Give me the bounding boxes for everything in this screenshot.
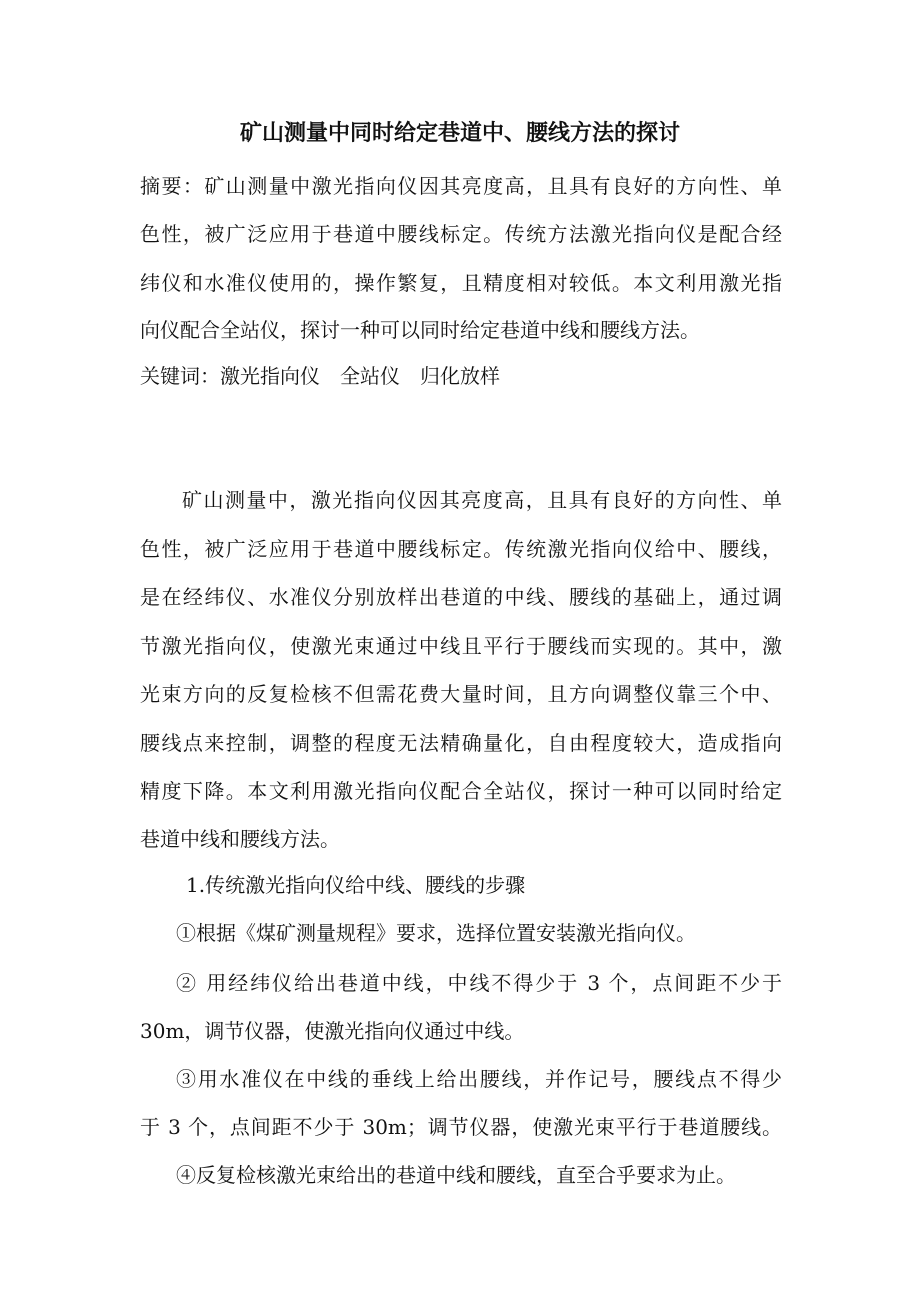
- intro-line-8: 巷道中线和腰线方法。: [140, 827, 340, 851]
- intro-line-7: 精度下降。本文利用激光指向仪配合全站仪，探讨一种可以同时给定: [140, 779, 782, 803]
- abstract-line-1: 摘要：矿山测量中激光指向仪因其亮度高，且具有良好的方向性、单: [140, 174, 782, 198]
- intro-line-1: 矿山测量中，激光指向仪因其亮度高，且具有良好的方向性、单: [182, 488, 782, 512]
- step-2-line-1: ② 用经纬仪给出巷道中线，中线不得少于 3 个，点间距不少于: [176, 971, 782, 995]
- abstract-line-3: 纬仪和水准仪使用的，操作繁复，且精度相对较低。本文利用激光指: [140, 271, 782, 295]
- abstract-line-4: 向仪配合全站仪，探讨一种可以同时给定巷道中线和腰线方法。: [140, 318, 700, 342]
- step-1: ①根据《煤矿测量规程》要求，选择位置安装激光指向仪。: [176, 921, 696, 945]
- intro-line-3: 是在经纬仪、水准仪分别放样出巷道的中线、腰线的基础上，通过调: [140, 585, 782, 609]
- document-title: 矿山测量中同时给定巷道中、腰线方法的探讨: [239, 121, 680, 146]
- step-3-line-1: ③用水准仪在中线的垂线上给出腰线，并作记号，腰线点不得少: [176, 1067, 782, 1091]
- intro-line-5: 光束方向的反复检核不但需花费大量时间，且方向调整仪靠三个中、: [140, 682, 782, 706]
- keywords-line: 关键词：激光指向仪 全站仪 归化放样: [140, 364, 500, 388]
- step-4: ④反复检核激光束给出的巷道中线和腰线，直至合乎要求为止。: [176, 1163, 736, 1187]
- section-1-heading: 1.传统激光指向仪给中线、腰线的步骤: [186, 873, 526, 897]
- abstract-line-2: 色性，被广泛应用于巷道中腰线标定。传统方法激光指向仪是配合经: [140, 222, 782, 246]
- step-3-line-2: 于 3 个，点间距不少于 30m；调节仪器，使激光束平行于巷道腰线。: [140, 1115, 782, 1139]
- step-2-line-2: 30m，调节仪器，使激光指向仪通过中线。: [140, 1019, 525, 1043]
- intro-line-4: 节激光指向仪，使激光束通过中线且平行于腰线而实现的。其中，激: [140, 634, 782, 658]
- intro-line-6: 腰线点来控制，调整的程度无法精确量化，自由程度较大，造成指向: [140, 731, 782, 755]
- intro-line-2: 色性，被广泛应用于巷道中腰线标定。传统激光指向仪给中、腰线，: [140, 537, 782, 561]
